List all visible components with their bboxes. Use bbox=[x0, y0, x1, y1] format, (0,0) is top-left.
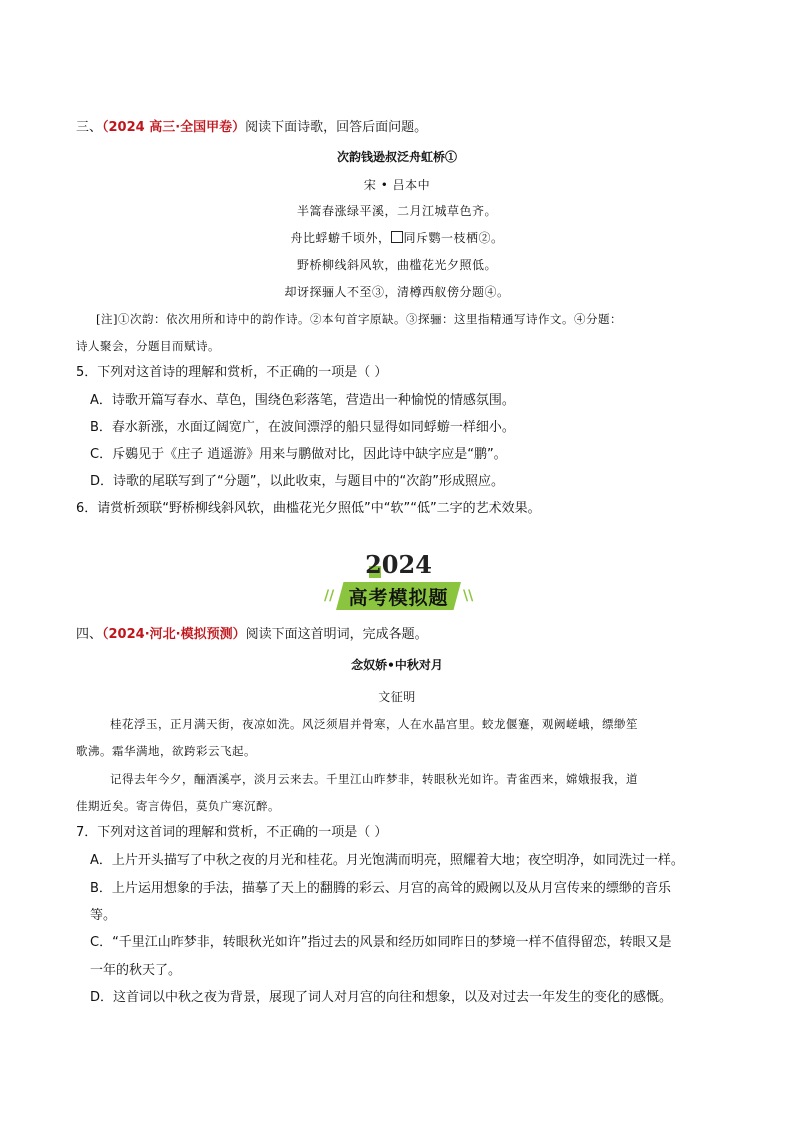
banner-title: 高考模拟题 bbox=[348, 587, 449, 609]
q3-poem-line-2 bbox=[0, 229, 794, 247]
q7-stem: 7．下列对这首词的理解和赏析，不正确的一项是（ ） bbox=[76, 825, 388, 840]
q7-option-c-line-1: C．“千里江山昨梦非，转眼秋光如许”指过去的风景和经历如同昨日的梦境一样不值得留恋，转眼又是 bbox=[90, 935, 672, 950]
q4-para1-line-1: 桂花浮玉，正月满天街，夜凉如洗。风泛须眉并骨寒，人在水晶宫里。蛟龙偃蹇，观阙嵯峨，缥缈笙 bbox=[110, 717, 638, 731]
q5-option-b: B．春水新涨，水面辽阔宽广，在波间漂浮的船只显得如同蜉蝣一样细小。 bbox=[90, 420, 515, 435]
q4-poem-title: 念奴娇•中秋对月 bbox=[351, 658, 443, 672]
q7-option-b-line-1: B．上片运用想象的手法，描摹了天上的翻腾的彩云、月宫的高耸的殿阙以及从月宫传来的缥缈的音乐 bbox=[90, 881, 671, 896]
q4-heading bbox=[76, 626, 722, 644]
exam-banner bbox=[316, 550, 481, 612]
missing-char-box bbox=[391, 231, 403, 243]
banner-slash-left-icon: // bbox=[324, 588, 335, 604]
q4-poem-author: 文征明 bbox=[378, 690, 416, 704]
q4-source: （2024·河北·模拟预测） bbox=[102, 627, 246, 642]
q3-note-line-1: [注]①次韵：依次用所和诗中的韵作诗。②本句首字原缺。③探骊：这里指精通写诗作文。④分题： bbox=[96, 312, 622, 326]
q5-option-a: A．诗歌开篇写春水、草色，围绕色彩落笔，营造出一种愉悦的情感氛围。 bbox=[90, 393, 515, 408]
q4-para1-line-2: 歌沸。霜华满地，欲跨彩云飞起。 bbox=[76, 744, 256, 758]
q3-poem-line-4: 却讶探骊人不至③，清樽西舣傍分题④。 bbox=[284, 285, 510, 299]
q5-option-c: C．斥鷃见于《庄子 逍遥游》用来与鹏做对比，因此诗中缺字应是“鹏”。 bbox=[90, 447, 507, 462]
q3-poem-line-3: 野桥柳线斜风软，曲槛花光夕照低。 bbox=[296, 258, 497, 272]
q7-option-b-line-2: 等。 bbox=[90, 908, 117, 923]
q6-stem: 6．请赏析颈联“野桥柳线斜风软，曲槛花光夕照低”中“软”“低”二字的艺术效果。 bbox=[76, 501, 541, 516]
q3-poem-author: 宋 • 吕本中 bbox=[363, 178, 431, 192]
q5-option-d: D．诗歌的尾联写到了“分题”，以此收束，与题目中的“次韵”形成照应。 bbox=[90, 474, 504, 489]
q3-note-line-2: 诗人聚会，分题目而赋诗。 bbox=[76, 339, 220, 353]
q3-intro: 阅读下面诗歌，回答后面问题。 bbox=[245, 120, 428, 135]
q7-option-c-line-2: 一年的秋天了。 bbox=[90, 963, 182, 978]
banner-slash-right-icon: \\ bbox=[463, 588, 474, 604]
q4-intro: 阅读下面这首明词，完成各题。 bbox=[245, 627, 428, 642]
q3-poem-line-2a: 舟比蜉蝣千顷外， bbox=[290, 231, 391, 245]
q3-source: （2024 高三·全国甲卷） bbox=[102, 120, 246, 135]
q7-option-d: D．这首词以中秋之夜为背景，展现了词人对月宫的向往和想象，以及对过去一年发生的变化的感慨。 bbox=[90, 990, 673, 1005]
q3-prefix: 三、 bbox=[76, 120, 103, 135]
q7-option-a: A．上片开头描写了中秋之夜的月光和桂花。月光饱满而明亮，照耀着大地；夜空明净，如同洗过一样。 bbox=[90, 853, 684, 868]
q4-para2-line-1: 记得去年今夕，酾酒溪亭，淡月云来去。千里江山昨梦非，转眼秋光如许。青雀西来，嫦娥报我，道 bbox=[110, 772, 638, 786]
q3-heading bbox=[76, 119, 722, 137]
q5-stem: 5．下列对这首诗的理解和赏析，不正确的一项是（ ） bbox=[76, 365, 388, 380]
q3-poem-title: 次韵钱逊叔泛舟虹桥① bbox=[336, 150, 457, 164]
q3-poem-line-1: 半篙春涨绿平溪，二月江城草色齐。 bbox=[296, 204, 497, 218]
q3-poem-line-2b: 同斥鹦一枝栖②。 bbox=[403, 231, 504, 245]
banner-year: 2024 bbox=[365, 550, 432, 579]
q4-prefix: 四、 bbox=[76, 627, 103, 642]
q4-para2-line-2: 佳期近矣。寄言俦侣，莫负广寒沉醉。 bbox=[76, 799, 280, 813]
